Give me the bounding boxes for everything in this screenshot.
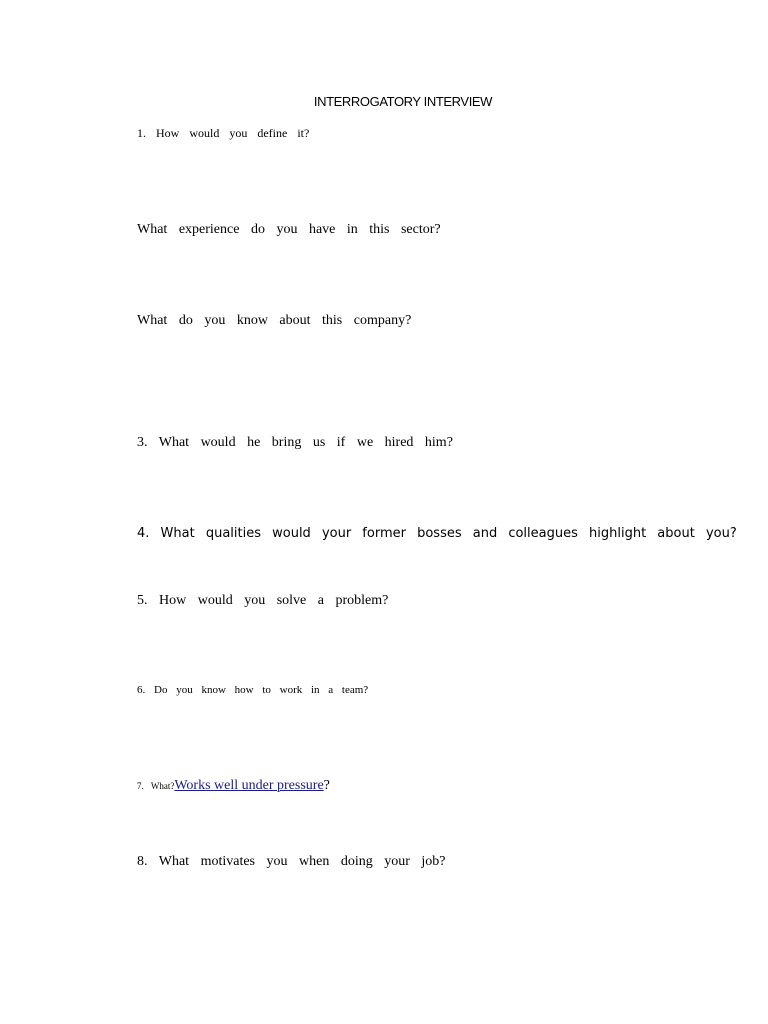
- question-7-suffix: ?: [323, 778, 330, 793]
- question-company: What do you know about this company?: [137, 313, 412, 328]
- question-7-prefix: 7. What?: [137, 781, 175, 791]
- question-3: 3. What would he bring us if we hired him?: [137, 435, 453, 450]
- question-8: 8. What motivates you when doing your job?: [137, 854, 446, 869]
- question-experience: What experience do you have in this sector?: [137, 222, 441, 237]
- question-5: 5. How would you solve a problem?: [137, 593, 389, 608]
- question-1: 1. How would you define it?: [137, 126, 310, 140]
- question-4: 4. What qualities would your former bosses and colleagues highlight about you?: [137, 526, 737, 541]
- question-6: 6. Do you know how to work in a team?: [137, 684, 369, 696]
- question-7: [137, 776, 330, 794]
- document-title: INTERROGATORY INTERVIEW: [313, 94, 493, 109]
- works-under-pressure-link[interactable]: Works well under pressure: [174, 778, 324, 793]
